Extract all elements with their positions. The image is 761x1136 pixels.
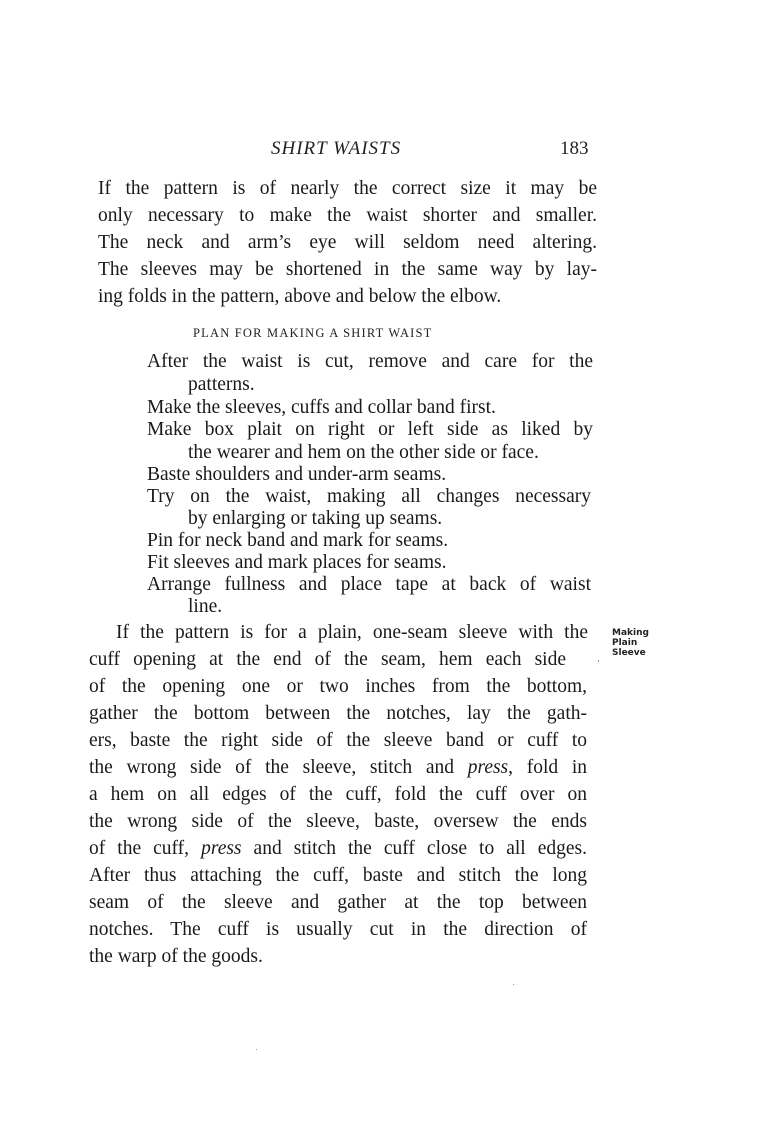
emphasis-press: press — [201, 838, 242, 859]
margin-note-line: Making — [612, 628, 649, 638]
text-line: If the pattern is for a plain, one-seam sleeve with the — [116, 622, 588, 643]
text-line: ing folds in the pattern, above and below the elbow. — [98, 286, 502, 307]
margin-note — [612, 628, 649, 658]
text-line: the warp of the goods. — [89, 946, 263, 967]
text-line: The neck and arm’s eye will seldom need altering. — [98, 232, 597, 253]
text-segment: , fold in — [508, 757, 588, 778]
text-line: If the pattern is of nearly the correct size it may be — [98, 178, 597, 199]
plan-step: Pin for neck band and mark for seams. — [147, 530, 449, 551]
plan-heading: PLAN FOR MAKING A SHIRT WAIST — [193, 326, 433, 340]
text-segment: the wrong side of the sleeve, stitch and — [89, 757, 454, 778]
plan-step-continuation: the wearer and hem on the other side or face. — [188, 442, 539, 463]
scan-speck — [513, 984, 514, 985]
text-line: cuff opening at the end of the seam, hem each side — [89, 649, 566, 670]
plan-step: Fit sleeves and mark places for seams. — [147, 552, 447, 573]
scan-speck — [256, 1049, 257, 1050]
plan-step: Arrange fullness and place tape at back of waist — [147, 574, 591, 595]
text-line — [89, 756, 587, 780]
running-title: SHIRT WAISTS — [271, 138, 402, 159]
plan-step: After the waist is cut, remove and care for the — [147, 351, 593, 372]
text-line: a hem on all edges of the cuff, fold the cuff over on — [89, 784, 587, 805]
text-segment: and stitch the cuff close to all edges. — [241, 838, 588, 859]
plan-step: Make box plait on right or left side as liked by — [147, 419, 593, 440]
plan-step-continuation: line. — [188, 596, 223, 617]
text-line: After thus attaching the cuff, baste and stitch the long — [89, 865, 587, 886]
text-line — [89, 837, 587, 861]
plan-step: Try on the waist, making all changes necessary — [147, 486, 591, 507]
plan-step-continuation: by enlarging or taking up seams. — [188, 508, 443, 529]
page-number: 183 — [560, 138, 589, 159]
plan-step: Baste shoulders and under-arm seams. — [147, 464, 447, 485]
text-line: The sleeves may be shortened in the same way by lay- — [98, 259, 597, 280]
text-line: only necessary to make the waist shorter and smaller. — [98, 205, 597, 226]
plan-step: Make the sleeves, cuffs and collar band first. — [147, 397, 496, 418]
text-line: notches. The cuff is usually cut in the direction of — [89, 919, 587, 940]
text-line: the wrong side of the sleeve, baste, oversew the ends — [89, 811, 587, 832]
text-segment: of the cuff, — [89, 838, 190, 859]
text-line: gather the bottom between the notches, lay the gath- — [89, 703, 587, 724]
plan-step-continuation: patterns. — [188, 374, 255, 395]
emphasis-press: press — [467, 757, 509, 778]
text-line: seam of the sleeve and gather at the top between — [89, 892, 587, 913]
text-line: of the opening one or two inches from the bottom, — [89, 676, 587, 697]
text-line: ers, baste the right side of the sleeve band or cuff to — [89, 730, 587, 751]
scan-speck — [598, 660, 599, 662]
margin-note-line: Sleeve — [612, 648, 646, 658]
margin-note-line: Plain — [612, 638, 638, 648]
